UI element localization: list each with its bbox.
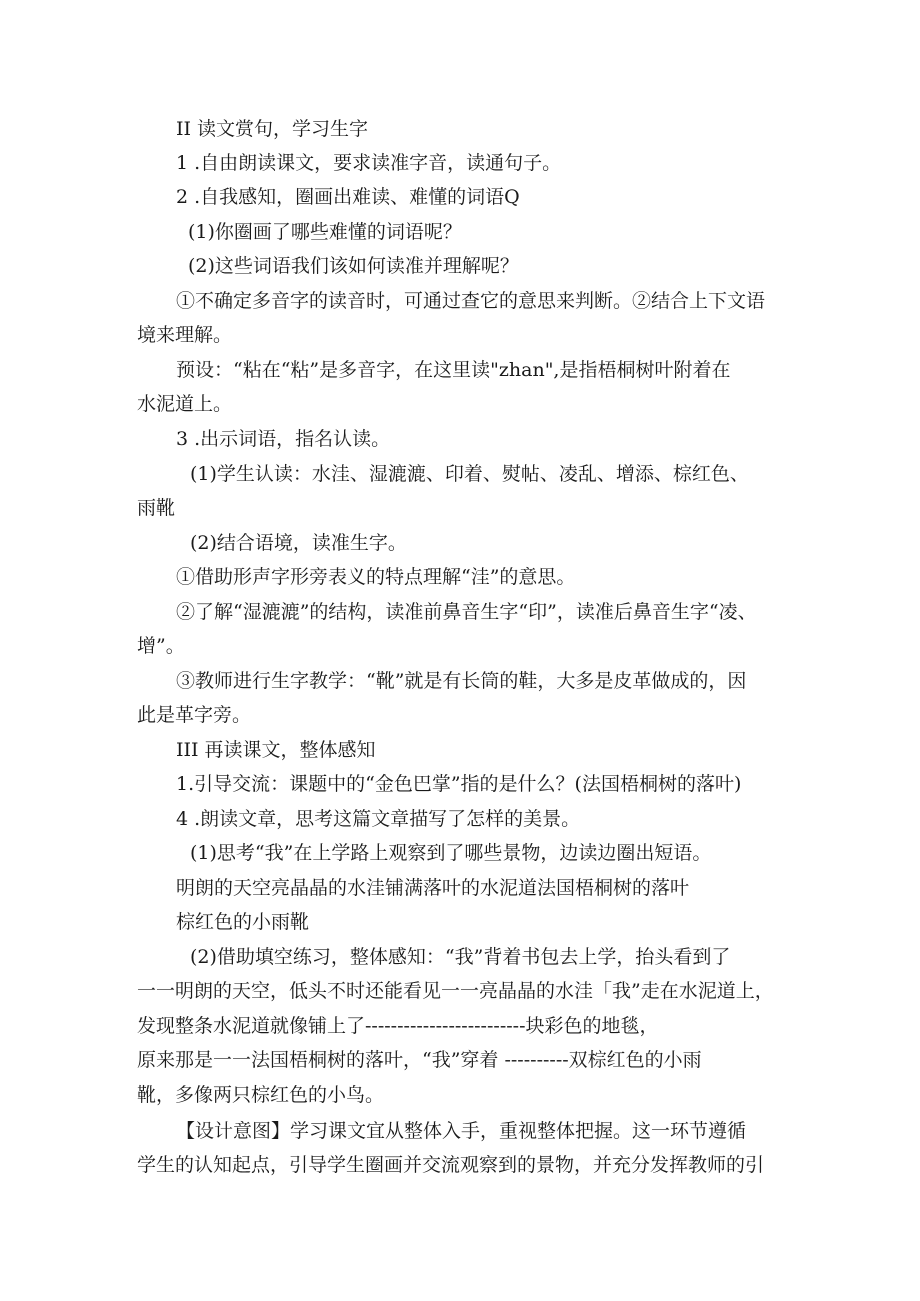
preset-line-2: 水泥道上。 [137,393,233,415]
section-heading-2: II 读文赏句，学习生字 [176,118,369,140]
point-2-line-2: 增”。 [137,635,185,657]
method-line-1: ①不确定多音字的读音时，可通过查它的意思来判断。②结合上下文语 [176,290,766,312]
point-2-line-1: ②了解“湿漉漉”的结构，读准前鼻音生字“印”，读准后鼻音生字“凌、 [176,601,757,623]
design-intent-line-2: 学生的认知起点，引导学生圈画并交流观察到的景物，并充分发挥教师的引 [137,1154,765,1176]
preset-line-1: 预设：“粘在“粘”是多音字，在这里读"zhan",是指梧桐树叶附着在 [176,359,731,381]
point-3-line-1: ③教师进行生字教学：“靴”就是有长筒的鞋，大多是皮革做成的，因 [176,670,747,692]
step-1: 1 .自由朗读课文，要求读准字音，读通句子。 [176,152,562,174]
phrase-list-2: 棕红色的小雨靴 [176,911,310,933]
observe-question: (1)思考“我”在上学路上观察到了哪些景物，边读边圈出短语。 [190,842,712,864]
fill-blank-line-4: 原来那是一一法国梧桐树的落叶，“我”穿着 ----------双棕红色的小雨 [137,1049,702,1071]
method-line-2: 境来理解。 [137,324,233,346]
word-list-line-1: (1)学生认读：水洼、湿漉漉、印着、熨帖、凌乱、增添、棕红色、 [190,463,749,485]
step-2: 2 .自我感知，圈画出难读、难懂的词语Q [176,186,520,208]
fill-blank-line-2: 一一明朗的天空，低头不时还能看见一一亮晶晶的水洼「我”走在水泥道上， [137,980,774,1002]
section-heading-3: III 再读课文，整体感知 [176,739,376,761]
question-1: (1)你圈画了哪些难懂的词语呢？ [188,221,462,243]
design-intent-line-1: 【设计意图】学习课文宜从整体入手，重视整体把握。这一环节遵循 [176,1120,747,1142]
step-4: 4 .朗读文章，思考这篇文章描写了怎样的美景。 [176,808,581,830]
fill-blank-line-3: 发现整条水泥道就像铺上了-------------------------块彩色的地毯， [137,1015,659,1037]
fill-blank-line-5: 靴，多像两只棕红色的小鸟。 [137,1084,385,1106]
context-reading: (2)结合语境，读准生字。 [190,532,407,554]
question-2: (2)这些词语我们该如何读准并理解呢？ [188,255,519,277]
point-3-line-2: 此是革字旁。 [137,704,252,726]
fill-blank-line-1: (2)借助填空练习，整体感知：“我”背着书包去上学，抬头看到了 [190,946,731,968]
point-1: ①借助形声字形旁表义的特点理解“洼”的意思。 [176,566,576,588]
guide-discussion: 1.引导交流：课题中的“金色巴掌”指的是什么？(法国梧桐树的落叶) [176,773,742,795]
phrase-list-1: 明朗的天空亮晶晶的水洼铺满落叶的水泥道法国梧桐树的落叶 [176,877,690,899]
step-3: 3 .出示词语，指名认读。 [176,428,391,450]
word-list-line-2: 雨靴 [137,497,176,519]
